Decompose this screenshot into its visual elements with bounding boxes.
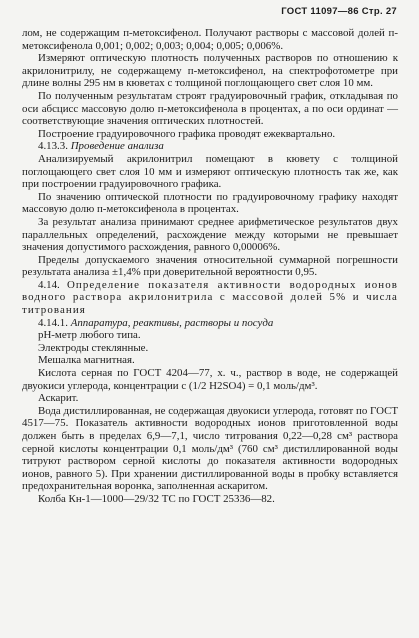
paragraph: рН-метр любого типа. (38, 329, 141, 342)
section-heading (22, 317, 398, 330)
document-body (22, 27, 398, 506)
paragraph: Электроды стеклянные. (38, 341, 149, 354)
section-title: Определение показателя активности водородных ионов водного раствора акрилонитрила с массовой долей 5% и числа титрования (22, 278, 398, 317)
paragraph: Анализируемый акрилонитрил помещают в кювету с толщиной поглощающего свет слоя 10 мм и измеряют оптическую плотность так же, как при построении градуировочного графика. (22, 152, 398, 191)
paragraph: Пределы допускаемого значения относительной суммарной погрешности результата анализа ±1,4% при доверительной вероятности 0,95. (22, 253, 398, 279)
paragraph: Колба Кн-1—1000—29/32 ТС по ГОСТ 25336—82. (38, 492, 275, 505)
paragraph: По значению оптической плотности по градуировочному графику находят массовую долю п-метоксифенола в процентах. (22, 190, 398, 216)
paragraph: По полученным результатам строят градуировочный график, откладывая по оси абсцисс массовую долю п-метоксифенола в процентах, а по оси ординат — соответствующие значения оптических плотностей. (22, 89, 398, 128)
paragraph: лом, не содержащим п-метоксифенол. Получают растворы с массовой долей п-метоксифенола 0,001; 0,002; 0,003; 0,004; 0,005; 0,006%. (22, 27, 398, 52)
section-number: 4.14.1. (38, 316, 68, 329)
section-heading (22, 279, 398, 317)
section-heading (22, 140, 398, 153)
paragraph: Мешалка магнитная. (38, 354, 135, 367)
paragraph: За результат анализа принимают среднее арифметическое результатов двух параллельных определений, расхождение между которыми не превышает значения допустимого расхождения, равного 0,00006%. (22, 215, 398, 254)
paragraph: Кислота серная по ГОСТ 4204—77, х. ч., раствор в воде, не содержащей двуокиси углерода, концентрации с (1/2 H2SO4) = 0,1 моль/дм³. (22, 367, 398, 392)
section-title: Аппаратура, реактивы, растворы и посуда (70, 316, 274, 329)
paragraph: Построение градуировочного графика проводят ежеквартально. (38, 127, 336, 140)
section-number: 4.13.3. (38, 140, 68, 153)
paragraph: Вода дистиллированная, не содержащая двуокиси углерода, готовят по ГОСТ 4517—75. Показатель активности водородных ионов приготовленной воды должен быть в пределах 6,9—7,1, число титрования 0,22—0,28 см³ раствора серной кислоты концентрации 0,1 моль/дм³ (760 см³ дистиллированной воды титруют раствором серной кислоты до показателя активности водородных ионов, равного 5). При хранении дистиллированной воды в пробку вставляется предохранительная воронка, заполненная аскаритом. (22, 404, 398, 493)
section-title: Проведение анализа (70, 140, 164, 153)
page-header: ГОСТ 11097—86 Стр. 27 (281, 6, 397, 17)
paragraph: Измеряют оптическую плотность полученных растворов по отношению к акрилонитрилу, не содержащему п-метоксифенол, на спектрофотометре при длине волны 295 нм в кюветах с толщиной поглощающего свет слоя 10 мм. (22, 52, 398, 90)
section-number: 4.14. (38, 278, 60, 291)
paragraph: Аскарит. (38, 392, 79, 405)
